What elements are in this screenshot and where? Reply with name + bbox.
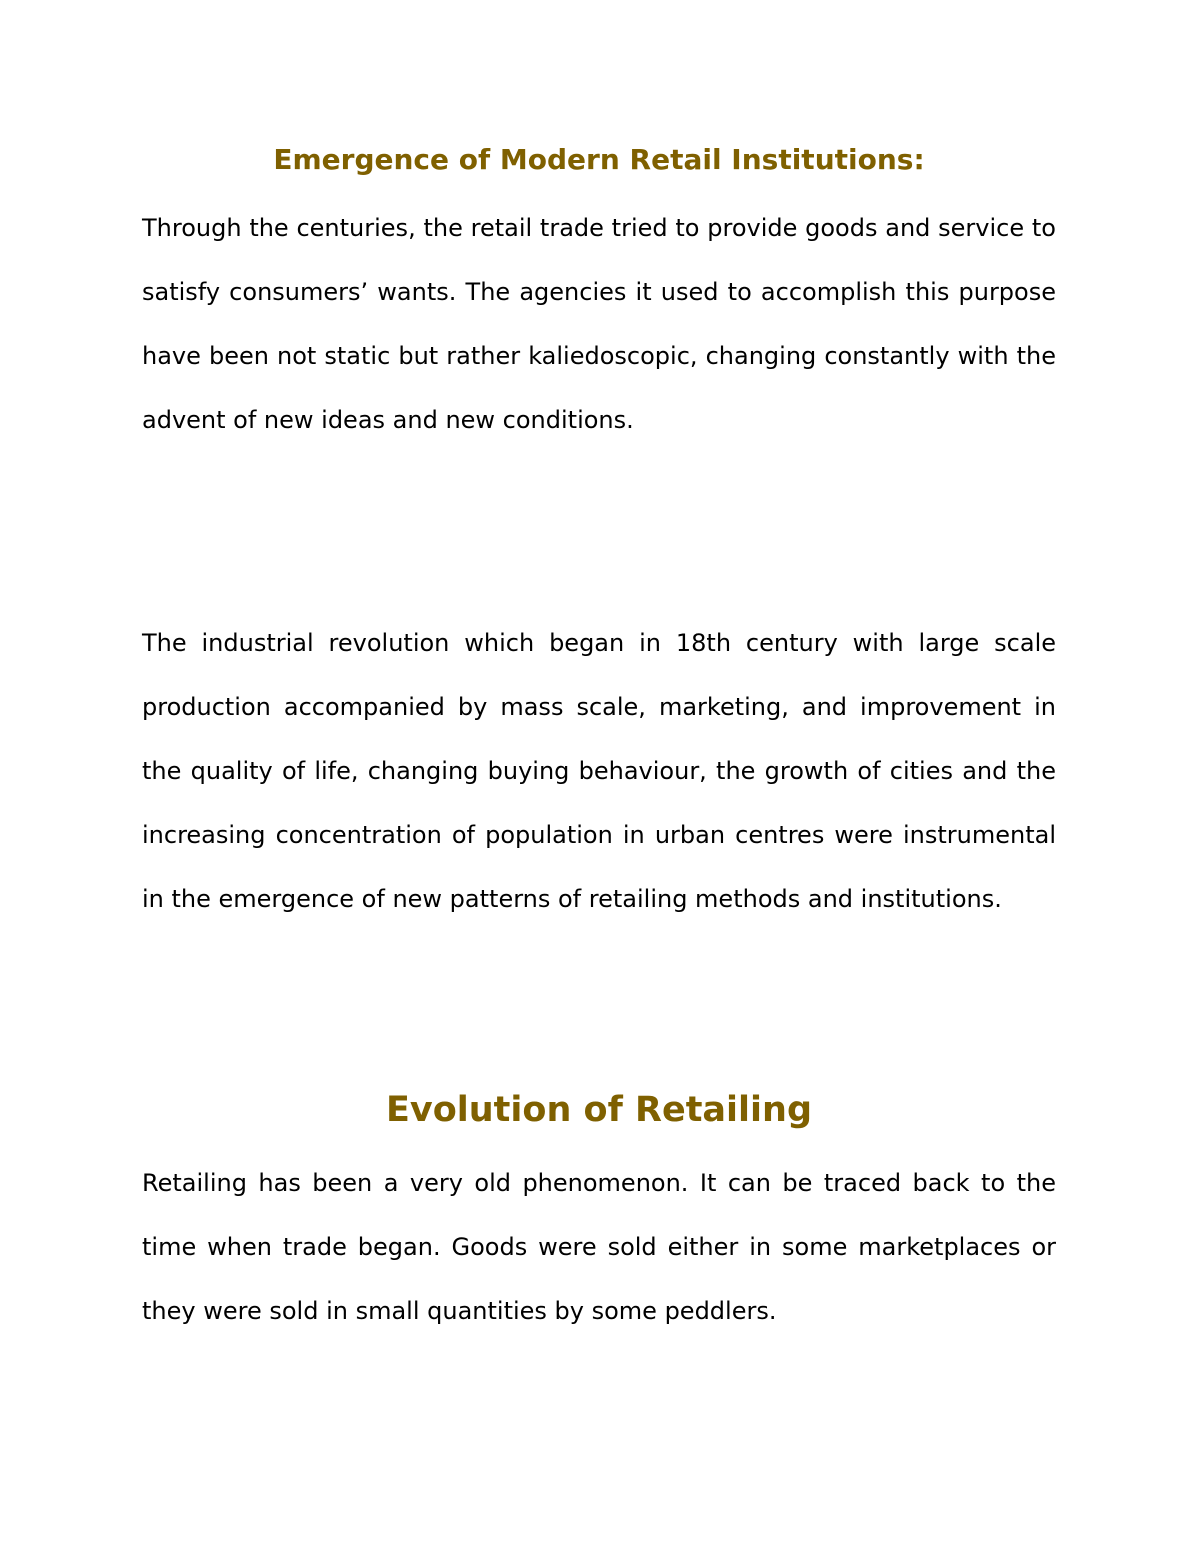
paragraph-industrial-revolution: The industrial revolution which began in 18th century with large scale production accompanied by mass scale, marketing, and improvement in the quality of life, changing buying behaviour, the growth of cities and the increasing concentration of population in urban centres were instrumental in the emergence of new patterns of retailing methods and institutions.	[142, 629, 1056, 913]
section-heading-evolution: Evolution of Retailing	[385, 1090, 812, 1130]
paragraph-retailing-history: Retailing has been a very old phenomenon. It can be traced back to the time when trade began. Goods were sold either in some marketplaces or they were sold in small quantities by some peddlers.	[142, 1169, 1056, 1325]
section-heading-emergence: Emergence of Modern Retail Institutions:	[273, 143, 925, 176]
paragraph-centuries: Through the centuries, the retail trade tried to provide goods and service to satisfy consumers’ wants. The agencies it used to accomplish this purpose have been not static but rather kaliedoscopic, changing constantly with the advent of new ideas and new conditions.	[142, 214, 1056, 434]
